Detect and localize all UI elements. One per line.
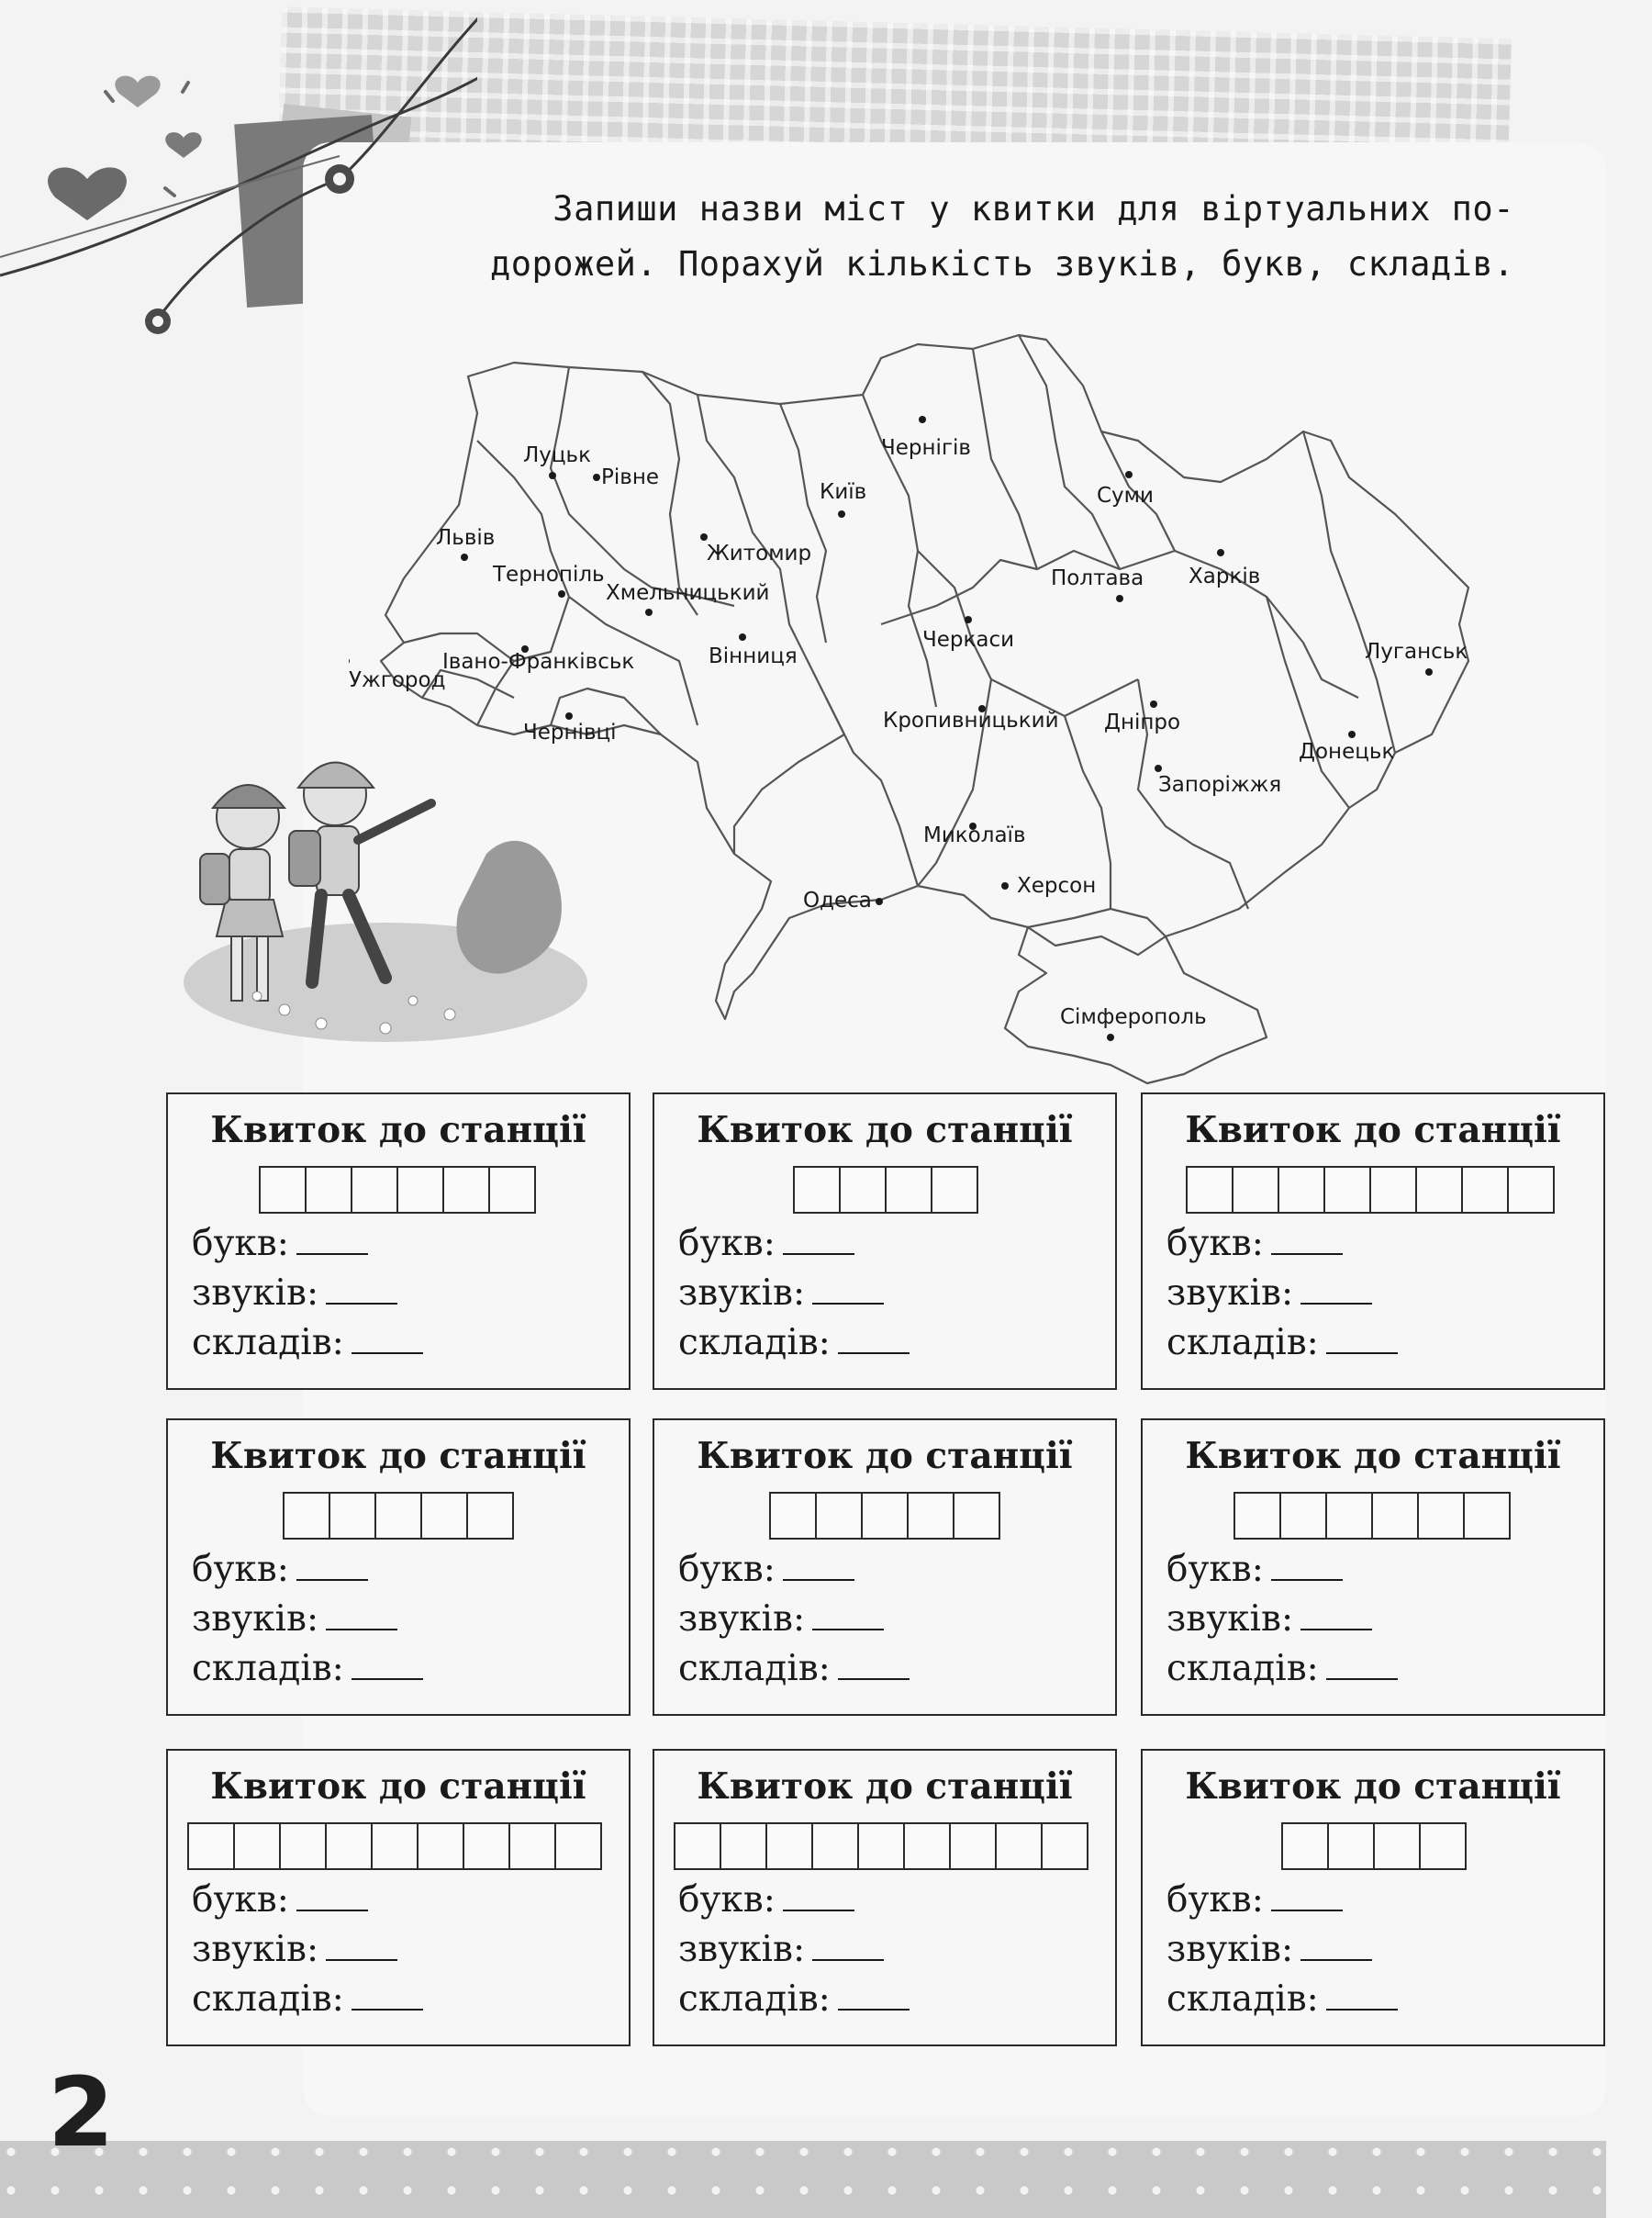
city-dot (645, 609, 653, 616)
letter-cell[interactable] (1373, 1822, 1421, 1870)
answer-line[interactable] (1326, 1325, 1398, 1354)
letter-cell[interactable] (1278, 1166, 1325, 1214)
letter-cell[interactable] (839, 1166, 887, 1214)
letter-cells (674, 1822, 1088, 1870)
letter-cell[interactable] (1463, 1492, 1511, 1540)
city-label: Донецьк (1299, 740, 1395, 764)
letter-cell[interactable] (463, 1822, 510, 1870)
decorative-bottom-band (0, 2141, 1606, 2218)
letter-cell[interactable] (442, 1166, 490, 1214)
ticket-card (1141, 1749, 1605, 2046)
letters-field: букв: (192, 1549, 368, 1590)
city-label: Луцьк (523, 443, 592, 467)
answer-line[interactable] (296, 1226, 368, 1255)
letter-cell[interactable] (554, 1822, 602, 1870)
sounds-field: звуків: (1166, 1929, 1372, 1970)
ticket-title: Квиток до станції (1185, 1109, 1561, 1151)
answer-line[interactable] (783, 1551, 854, 1581)
letter-cell[interactable] (931, 1166, 978, 1214)
city-label: Сімферополь (1060, 1005, 1207, 1029)
city-dot (1348, 731, 1356, 738)
letters-field: букв: (678, 1549, 854, 1590)
letter-cell[interactable] (420, 1492, 468, 1540)
ticket-card (653, 1749, 1117, 2046)
letter-cell[interactable] (1323, 1166, 1371, 1214)
letter-cell[interactable] (1041, 1822, 1088, 1870)
letter-cell[interactable] (417, 1822, 464, 1870)
answer-line[interactable] (1300, 1932, 1372, 1961)
city-label: Київ (820, 480, 867, 504)
city-label: Вінниця (709, 644, 798, 668)
city-label: Івано-Франківськ (442, 650, 635, 674)
syllables-field: складів: (678, 1648, 910, 1689)
letter-cell[interactable] (765, 1822, 813, 1870)
city-dot (1107, 1034, 1114, 1041)
letter-cell[interactable] (283, 1492, 330, 1540)
letter-cells (259, 1166, 536, 1214)
ticket-title: Квиток до станції (1185, 1765, 1561, 1808)
letter-cell[interactable] (1417, 1492, 1465, 1540)
city-dot (1116, 595, 1123, 602)
letter-cell[interactable] (1186, 1166, 1233, 1214)
ticket-card (166, 1092, 631, 1390)
city-label: Чернігів (881, 436, 971, 460)
city-label: Суми (1097, 484, 1154, 508)
answer-line[interactable] (1271, 1882, 1343, 1911)
letter-cells (1281, 1822, 1467, 1870)
letter-cells (283, 1492, 514, 1540)
answer-line[interactable] (838, 1981, 910, 2011)
city-label: Тернопіль (493, 563, 605, 587)
letter-cell[interactable] (1461, 1166, 1509, 1214)
letter-cell[interactable] (1281, 1822, 1329, 1870)
letters-field: букв: (1166, 1223, 1343, 1264)
letter-cell[interactable] (1279, 1492, 1327, 1540)
letter-cell[interactable] (488, 1166, 536, 1214)
letter-cell[interactable] (793, 1166, 841, 1214)
answer-line[interactable] (1326, 1651, 1398, 1680)
city-dot (461, 554, 468, 561)
city-label: Одеса (803, 889, 872, 913)
city-dot (919, 416, 926, 423)
letter-cell[interactable] (815, 1492, 863, 1540)
letter-cell[interactable] (1369, 1166, 1417, 1214)
city-label: Миколаїв (923, 823, 1026, 847)
city-label: Чернівці (523, 721, 617, 745)
answer-line[interactable] (812, 1275, 884, 1305)
letter-cell[interactable] (396, 1166, 444, 1214)
sounds-field: звуків: (1166, 1598, 1372, 1640)
answer-line[interactable] (352, 1651, 423, 1680)
city-dot (1155, 765, 1162, 772)
letter-cell[interactable] (325, 1822, 373, 1870)
letters-field: букв: (192, 1223, 368, 1264)
sounds-field: звуків: (1166, 1272, 1372, 1314)
city-label: Луганськ (1365, 640, 1468, 664)
city-dot (1217, 549, 1224, 556)
letter-cells (187, 1822, 602, 1870)
backpack-icon (200, 854, 229, 904)
ticket-card (166, 1418, 631, 1716)
sounds-field: звуків: (678, 1598, 884, 1640)
city-dot (700, 533, 708, 541)
city-label: Львів (436, 526, 496, 550)
syllables-field: складів: (1166, 1978, 1398, 2020)
city-label: Запоріжжя (1158, 773, 1282, 797)
answer-line[interactable] (812, 1601, 884, 1630)
letter-cell[interactable] (903, 1822, 951, 1870)
city-label: Черкаси (922, 628, 1015, 652)
letter-cell[interactable] (371, 1822, 419, 1870)
letter-cell[interactable] (1327, 1822, 1375, 1870)
city-label: Рівне (601, 465, 660, 489)
ticket-card (653, 1418, 1117, 1716)
letter-cell[interactable] (769, 1492, 817, 1540)
city-dot (565, 712, 573, 720)
syllables-field: складів: (192, 1978, 423, 2020)
city-dot (1001, 882, 1009, 890)
letters-field: букв: (678, 1223, 854, 1264)
letter-cell[interactable] (949, 1822, 997, 1870)
letters-field: букв: (1166, 1549, 1343, 1590)
letter-cell[interactable] (953, 1492, 1000, 1540)
boy-cap (298, 763, 374, 789)
city-dot (549, 472, 556, 479)
answer-line[interactable] (838, 1651, 910, 1680)
city-label: Кропивницький (883, 709, 1059, 733)
letter-cell[interactable] (466, 1492, 514, 1540)
letter-cells (769, 1492, 1000, 1540)
answer-line[interactable] (1271, 1551, 1343, 1581)
letter-cell[interactable] (861, 1492, 909, 1540)
ticket-card (166, 1749, 631, 2046)
letter-cell[interactable] (1419, 1822, 1467, 1870)
page-number: 2 (48, 2056, 115, 2168)
letter-cell[interactable] (1325, 1492, 1373, 1540)
ticket-title: Квиток до станції (697, 1109, 1073, 1151)
backpack-icon (289, 831, 320, 886)
decorative-branch (0, 0, 477, 349)
ticket-card (1141, 1418, 1605, 1716)
children-illustration (174, 753, 606, 1047)
city-dot (558, 590, 565, 598)
city-dot (1425, 668, 1433, 676)
ticket-title: Квиток до станції (210, 1765, 586, 1808)
ticket-title: Квиток до станції (697, 1765, 1073, 1808)
letter-cell[interactable] (907, 1492, 954, 1540)
city-label: Ужгород (349, 668, 446, 692)
letter-cell[interactable] (1233, 1492, 1281, 1540)
answer-line[interactable] (326, 1932, 397, 1961)
sounds-field: звуків: (192, 1929, 397, 1970)
answer-line[interactable] (783, 1882, 854, 1911)
answer-line[interactable] (783, 1226, 854, 1255)
letter-cell[interactable] (329, 1492, 376, 1540)
letter-cell[interactable] (279, 1822, 327, 1870)
city-dot (965, 616, 972, 623)
letter-cell[interactable] (1507, 1166, 1555, 1214)
city-label: Житомир (707, 542, 812, 566)
letter-cell[interactable] (259, 1166, 307, 1214)
city-dot (349, 657, 350, 665)
ticket-title: Квиток до станції (210, 1435, 586, 1477)
letter-cells (793, 1166, 978, 1214)
letter-cells (1233, 1492, 1511, 1540)
sounds-field: звуків: (192, 1272, 397, 1314)
letter-cell[interactable] (1371, 1492, 1419, 1540)
letter-cell[interactable] (351, 1166, 398, 1214)
answer-line[interactable] (326, 1601, 397, 1630)
letter-cell[interactable] (811, 1822, 859, 1870)
sounds-field: звуків: (678, 1272, 884, 1314)
city-dot (1150, 700, 1157, 708)
answer-line[interactable] (838, 1325, 910, 1354)
letter-cell[interactable] (374, 1492, 422, 1540)
letters-field: букв: (1166, 1879, 1343, 1921)
city-dot (838, 510, 845, 518)
letter-cell[interactable] (305, 1166, 352, 1214)
heart-icon (48, 167, 127, 220)
task-instruction (385, 182, 1514, 292)
instruction-line-2: дорожей. Порахуй кількість звуків, букв, складів. (489, 244, 1514, 284)
answer-line[interactable] (352, 1325, 423, 1354)
ticket-title: Квиток до станції (210, 1109, 586, 1151)
letter-cell[interactable] (1415, 1166, 1463, 1214)
heart-icon (165, 132, 201, 158)
city-label: Дніпро (1104, 711, 1181, 734)
ticket-card (1141, 1092, 1605, 1390)
syllables-field: складів: (1166, 1322, 1398, 1363)
city-dot (593, 474, 600, 481)
answer-line[interactable] (352, 1981, 423, 2011)
answer-line[interactable] (1300, 1275, 1372, 1305)
answer-line[interactable] (296, 1551, 368, 1581)
letter-cell[interactable] (885, 1166, 932, 1214)
letter-cell[interactable] (233, 1822, 281, 1870)
city-dot (876, 898, 883, 905)
letter-cell[interactable] (187, 1822, 235, 1870)
sounds-field: звуків: (192, 1598, 397, 1640)
city-dot (1125, 471, 1133, 478)
ticket-title: Квиток до станції (1185, 1435, 1561, 1477)
answer-line[interactable] (326, 1275, 397, 1305)
letters-field: букв: (192, 1879, 368, 1921)
city-label: Харків (1189, 565, 1261, 588)
letters-field: букв: (678, 1879, 854, 1921)
answer-line[interactable] (1271, 1226, 1343, 1255)
ticket-title: Квиток до станції (697, 1435, 1073, 1477)
city-label: Полтава (1051, 566, 1144, 590)
girl-cap (213, 785, 285, 808)
ticket-card (653, 1092, 1117, 1390)
syllables-field: складів: (192, 1648, 423, 1689)
letter-cells (1186, 1166, 1555, 1214)
letter-cell[interactable] (1232, 1166, 1279, 1214)
answer-line[interactable] (296, 1882, 368, 1911)
letter-cell[interactable] (674, 1822, 721, 1870)
syllables-field: складів: (192, 1322, 423, 1363)
letter-cell[interactable] (720, 1822, 767, 1870)
sounds-field: звуків: (678, 1929, 884, 1970)
instruction-line-1: Запиши назви міст у квитки для віртуальних по- (553, 189, 1514, 229)
syllables-field: складів: (678, 1322, 910, 1363)
syllables-field: складів: (678, 1978, 910, 2020)
city-label: Херсон (1017, 874, 1097, 898)
letter-cell[interactable] (508, 1822, 556, 1870)
letter-cell[interactable] (857, 1822, 905, 1870)
city-dot (739, 633, 746, 641)
letter-cell[interactable] (995, 1822, 1043, 1870)
answer-line[interactable] (1300, 1601, 1372, 1630)
heart-icon (115, 76, 160, 107)
syllables-field: складів: (1166, 1648, 1398, 1689)
city-label: Хмельницький (606, 581, 770, 605)
answer-line[interactable] (812, 1932, 884, 1961)
answer-line[interactable] (1326, 1981, 1398, 2011)
